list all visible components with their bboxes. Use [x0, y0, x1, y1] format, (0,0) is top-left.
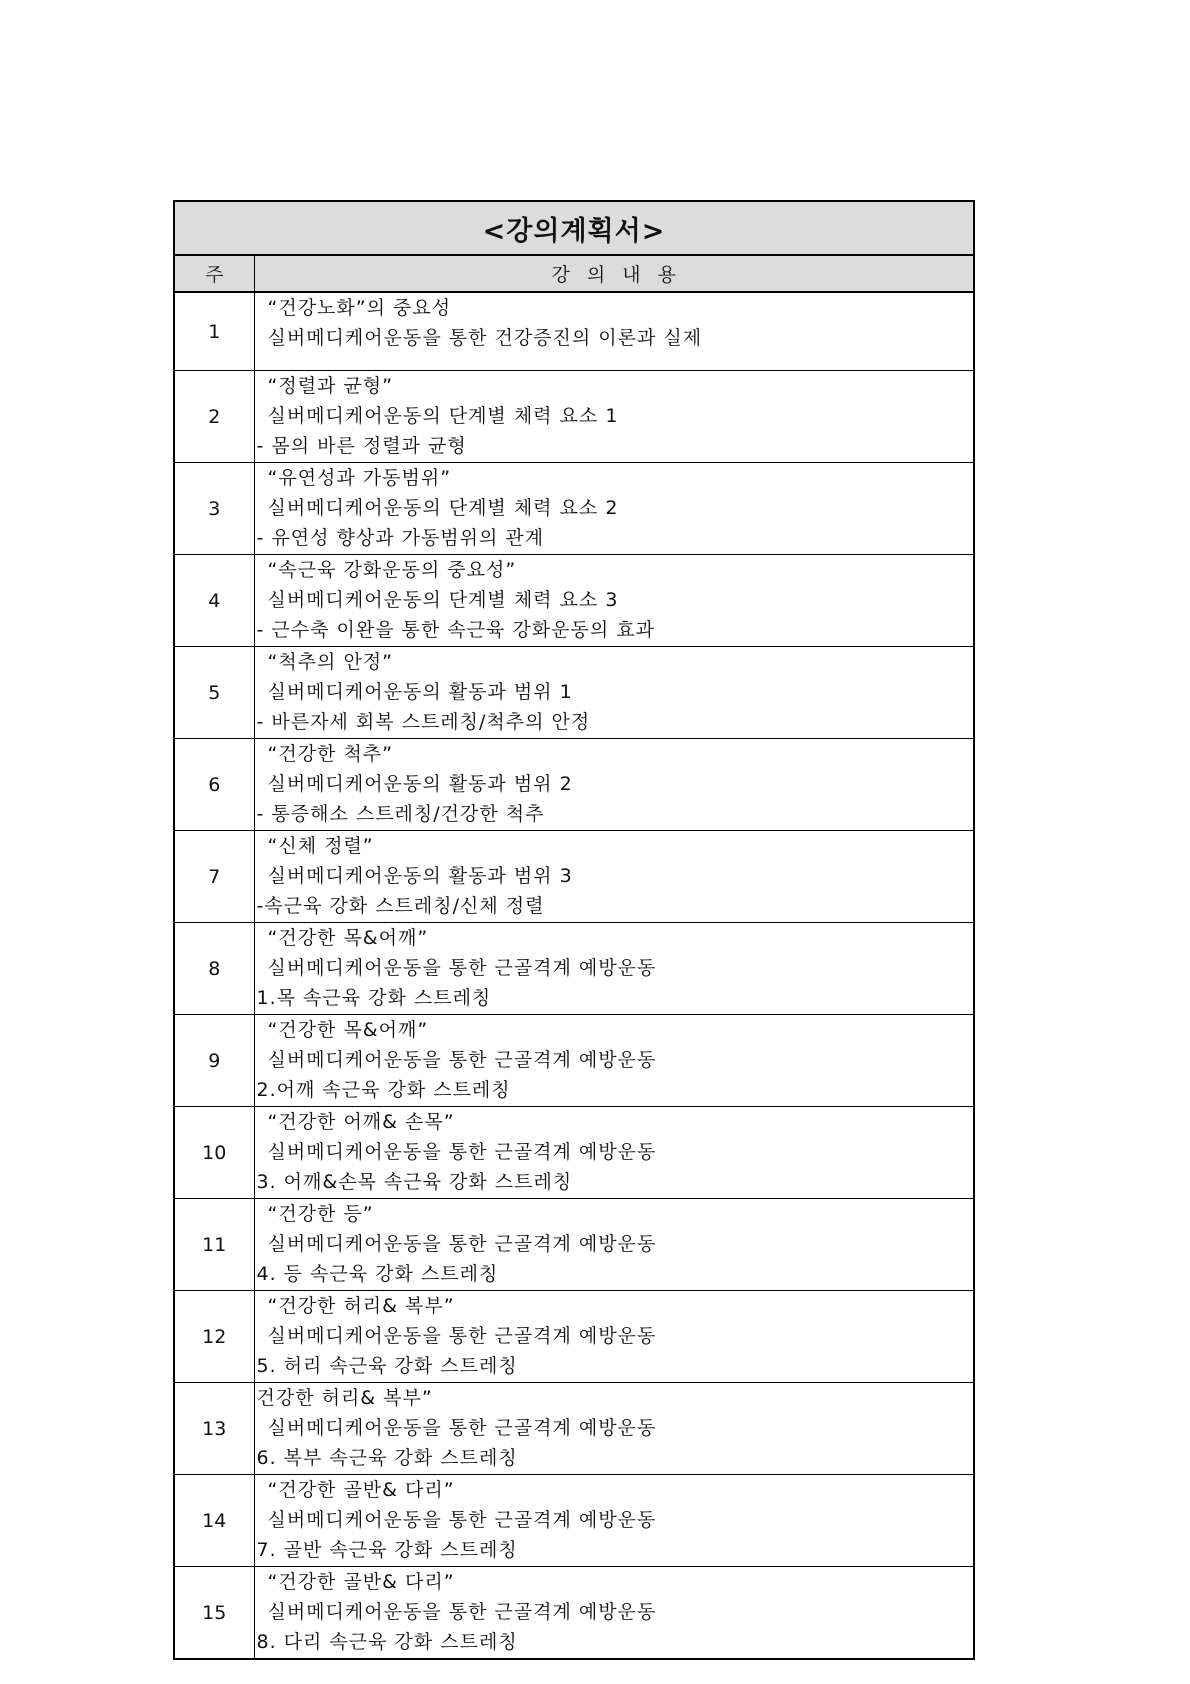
- lecture-detail: 2.어깨 속근육 강화 스트레칭: [256, 1079, 511, 1101]
- lecture-detail: 8. 다리 속근육 강화 스트레칭: [256, 1631, 518, 1653]
- lecture-detail: 6. 복부 속근육 강화 스트레칭: [256, 1447, 518, 1469]
- lecture-subject: 실버메디케어운동의 단계별 체력 요소 3: [267, 589, 619, 611]
- lecture-subject: 실버메디케어운동의 단계별 체력 요소 1: [267, 405, 619, 427]
- lecture-content: [254, 1475, 974, 1567]
- table-row: [174, 1107, 974, 1199]
- week-number: 12: [174, 1291, 254, 1383]
- week-number: 4: [174, 555, 254, 647]
- table-row: [174, 1475, 974, 1567]
- lecture-topic: “건강노화”의 중요성: [267, 297, 452, 319]
- table-row: [174, 739, 974, 831]
- lecture-subject: 실버메디케어운동을 통한 근골격계 예방운동: [267, 1141, 657, 1163]
- lecture-content: [254, 739, 974, 831]
- lecture-topic: “정렬과 균형”: [267, 375, 393, 397]
- table-row: [174, 647, 974, 739]
- lecture-plan-table: [173, 200, 975, 1660]
- header-row: [174, 255, 974, 292]
- lecture-detail: 4. 등 속근육 강화 스트레칭: [256, 1263, 499, 1285]
- lecture-subject: 실버메디케어운동을 통한 근골격계 예방운동: [267, 1417, 657, 1439]
- lecture-content: [254, 923, 974, 1015]
- table-row: [174, 1199, 974, 1291]
- lecture-subject: 실버메디케어운동을 통한 근골격계 예방운동: [267, 1325, 657, 1347]
- lecture-detail: - 바른자세 회복 스트레칭/척추의 안정: [256, 711, 591, 733]
- week-header: 주: [174, 255, 254, 292]
- lecture-subject: 실버메디케어운동을 통한 근골격계 예방운동: [267, 957, 657, 979]
- week-number: 6: [174, 739, 254, 831]
- table-row: [174, 1015, 974, 1107]
- lecture-topic: “속근육 강화운동의 중요성”: [267, 559, 517, 581]
- table-row: [174, 371, 974, 463]
- week-number: 8: [174, 923, 254, 1015]
- lecture-topic: “척추의 안정”: [267, 651, 393, 673]
- lecture-content: [254, 831, 974, 923]
- week-number: 14: [174, 1475, 254, 1567]
- week-number: 5: [174, 647, 254, 739]
- lecture-content: [254, 1199, 974, 1291]
- lecture-subject: 실버메디케어운동의 단계별 체력 요소 2: [267, 497, 619, 519]
- lecture-subject: 실버메디케어운동을 통한 근골격계 예방운동: [267, 1601, 657, 1623]
- lecture-content: [254, 555, 974, 647]
- week-number: 2: [174, 371, 254, 463]
- lecture-content: [254, 647, 974, 739]
- table-row: [174, 1291, 974, 1383]
- title-row: [174, 201, 974, 255]
- lecture-detail: 1.목 속근육 강화 스트레칭: [256, 987, 492, 1009]
- table-row: [174, 1567, 974, 1660]
- lecture-detail: - 몸의 바른 정렬과 균형: [256, 435, 467, 457]
- week-number: 10: [174, 1107, 254, 1199]
- table-row: [174, 463, 974, 555]
- lecture-detail: - 유연성 향상과 가동범위의 관계: [256, 527, 545, 549]
- lecture-detail: 5. 허리 속근육 강화 스트레칭: [256, 1355, 518, 1377]
- week-number: 3: [174, 463, 254, 555]
- lecture-topic: “건강한 목&어깨”: [267, 927, 429, 949]
- week-number: 7: [174, 831, 254, 923]
- lecture-topic: “유연성과 가동범위”: [267, 467, 452, 489]
- table-row: [174, 1383, 974, 1475]
- table-row: [174, 923, 974, 1015]
- lecture-topic: “건강한 허리& 복부”: [267, 1295, 455, 1317]
- table-row: [174, 555, 974, 647]
- lecture-subject: 실버메디케어운동을 통한 건강증진의 이론과 실제: [267, 327, 703, 349]
- lecture-subject: 실버메디케어운동의 활동과 범위 2: [267, 773, 573, 795]
- lecture-content: [254, 1567, 974, 1660]
- week-number: 9: [174, 1015, 254, 1107]
- lecture-content: [254, 292, 974, 371]
- lecture-detail: - 근수축 이완을 통한 속근육 강화운동의 효과: [256, 619, 655, 641]
- content-header: 강의내용: [254, 255, 974, 292]
- lecture-topic: 건강한 허리& 복부”: [256, 1387, 433, 1409]
- table-row: [174, 831, 974, 923]
- table-row: [174, 292, 974, 371]
- lecture-detail: -속근육 강화 스트레칭/신체 정렬: [256, 895, 545, 917]
- lecture-detail: - 통증해소 스트레칭/건강한 척추: [256, 803, 545, 825]
- lecture-content: [254, 1107, 974, 1199]
- lecture-content: [254, 1015, 974, 1107]
- lecture-topic: “건강한 척추”: [267, 743, 393, 765]
- lecture-detail: 7. 골반 속근육 강화 스트레칭: [256, 1539, 518, 1561]
- lecture-subject: 실버메디케어운동을 통한 근골격계 예방운동: [267, 1049, 657, 1071]
- lecture-detail: 3. 어깨&손목 속근육 강화 스트레칭: [256, 1171, 573, 1193]
- lecture-content: [254, 371, 974, 463]
- lecture-subject: 실버메디케어운동의 활동과 범위 1: [267, 681, 573, 703]
- lecture-topic: “건강한 목&어깨”: [267, 1019, 429, 1041]
- lecture-subject: 실버메디케어운동을 통한 근골격계 예방운동: [267, 1233, 657, 1255]
- lecture-topic: “건강한 등”: [267, 1203, 374, 1225]
- lecture-content: [254, 1291, 974, 1383]
- week-number: 15: [174, 1567, 254, 1660]
- table-title: <강의계획서>: [174, 201, 974, 255]
- lecture-topic: “건강한 어깨& 손목”: [267, 1111, 455, 1133]
- lecture-subject: 실버메디케어운동을 통한 근골격계 예방운동: [267, 1509, 657, 1531]
- lecture-content: [254, 463, 974, 555]
- lecture-topic: “건강한 골반& 다리”: [267, 1479, 455, 1501]
- week-number: 13: [174, 1383, 254, 1475]
- week-number: 11: [174, 1199, 254, 1291]
- lecture-content: [254, 1383, 974, 1475]
- lecture-topic: “신체 정렬”: [267, 835, 374, 857]
- week-number: 1: [174, 292, 254, 371]
- lecture-topic: “건강한 골반& 다리”: [267, 1571, 455, 1593]
- lecture-subject: 실버메디케어운동의 활동과 범위 3: [267, 865, 573, 887]
